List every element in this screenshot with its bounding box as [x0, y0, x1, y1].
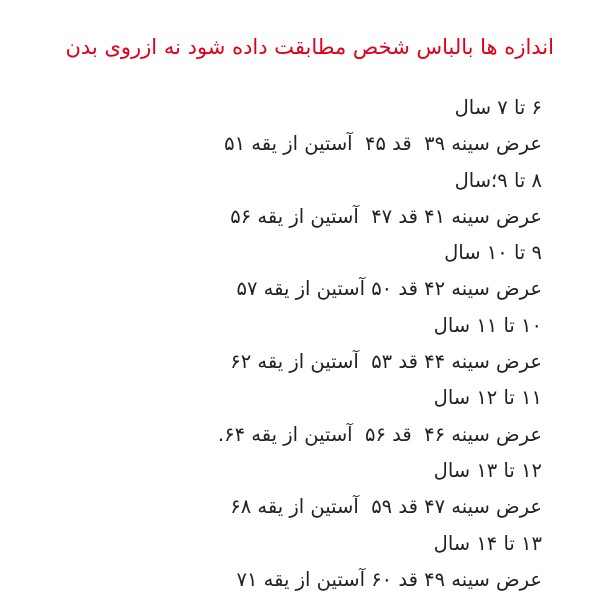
- age-range-line: ۱۲ تا ۱۳ سال: [433, 458, 542, 482]
- age-range-line: ۶ تا ۷ سال: [454, 96, 542, 119]
- age-range-line: ۹ تا ۱۰ سال: [444, 241, 542, 265]
- age-range-line: ۱۰ تا ۱۱ سال: [433, 313, 542, 337]
- size-list: [42, 93, 542, 601]
- age-range-line: ۱۳ تا ۱۴ سال: [433, 531, 542, 555]
- age-range-line: ۱۱ تا ۱۲ سال: [433, 386, 542, 410]
- measurement-line: عرض سینه ۴۷ قد ۵۹ آستین از یقه ۶۸: [230, 495, 542, 519]
- measurement-line: عرض سینه ۴۴ قد ۵۳ آستین از یقه ۶۲: [230, 350, 542, 374]
- measurement-line: عرض سینه ۴۶ قد ۵۶ آستین از یقه ۶۴.: [217, 422, 542, 446]
- measurement-line: عرض سینه ۴۹ قد ۶۰ آستین از یقه ۷۱: [236, 567, 542, 591]
- age-range-line: ۸ تا ۹؛سال: [454, 168, 542, 192]
- measurement-line: عرض سینه ۳۹ قد ۴۵ آستین از یقه ۵۱: [224, 132, 542, 156]
- measurement-line: عرض سینه ۴۱ قد ۴۷ آستین از یقه ۵۶: [230, 204, 542, 228]
- page-title: اندازه ها بالباس شخص مطابقت داده شود نه ازروی بدن: [65, 35, 554, 59]
- measurement-line: عرض سینه ۴۲ قد ۵۰ آستین از یقه ۵۷: [236, 277, 542, 301]
